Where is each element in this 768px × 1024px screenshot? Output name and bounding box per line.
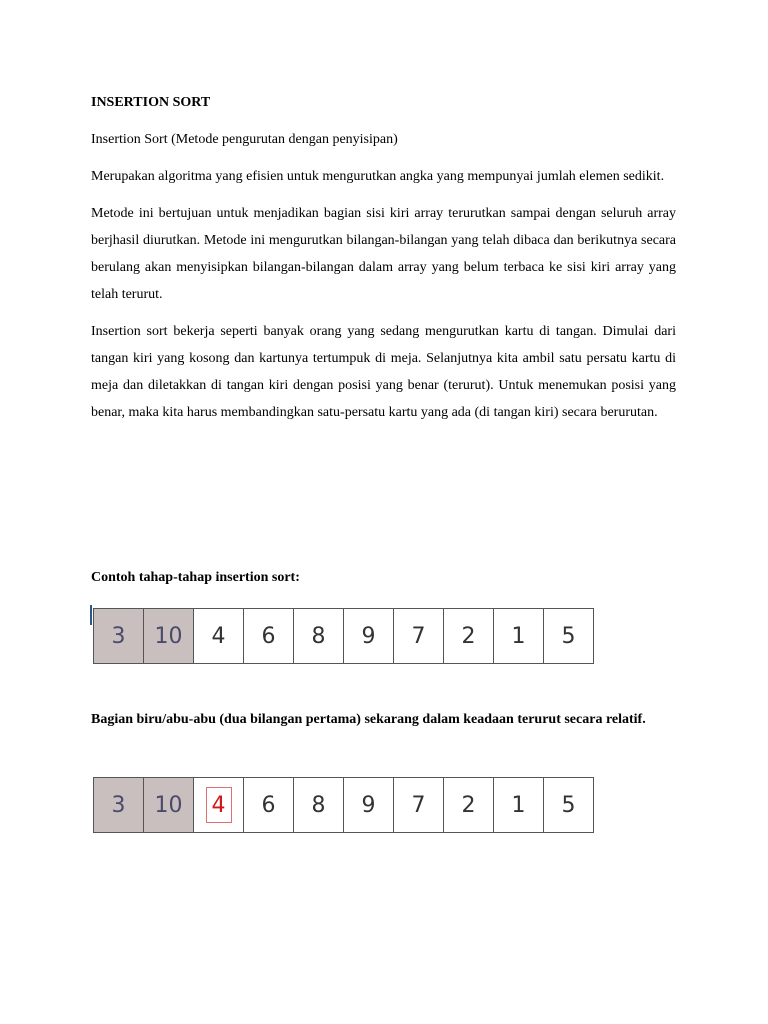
array-cell (244, 609, 294, 663)
array-cell-value: 4 (211, 623, 226, 649)
paragraph-1: Insertion Sort (Metode pengurutan dengan penyisipan) (91, 132, 398, 147)
array-diagram-2 (93, 777, 594, 833)
array-cell (344, 778, 394, 832)
array-cell (394, 778, 444, 832)
array-cell (344, 609, 394, 663)
array-cell-value: 10 (154, 623, 183, 649)
array-cell-value: 5 (561, 623, 576, 649)
example-label: Contoh tahap-tahap insertion sort: (91, 570, 300, 585)
array-cell (144, 778, 194, 832)
array-cell (444, 778, 494, 832)
document-title: INSERTION SORT (91, 95, 211, 110)
array-cell-value: 4 (206, 787, 232, 823)
array-cell (244, 778, 294, 832)
array-cell-value: 3 (111, 792, 126, 818)
array-cell (494, 778, 544, 832)
array-cell (194, 778, 244, 832)
array-cell-value: 9 (361, 792, 376, 818)
array-cell (294, 778, 344, 832)
array-cell (94, 609, 144, 663)
array-cell (494, 609, 544, 663)
paragraph-3: Metode ini bertujuan untuk menjadikan bagian sisi kiri array terurutkan sampai dengan seluruh array berjhasil diurutkan. Metode ini mengurutkan bilangan-bilangan yang telah dibaca dan berikutnya secara berulang akan menyisipkan bilangan-bilangan dalam array yang belum terbaca ke sisi kiri array yang telah terurut. (91, 206, 676, 302)
text-cursor (90, 605, 92, 625)
array-cell (394, 609, 444, 663)
array-cell-value: 2 (461, 623, 476, 649)
array-cell-value: 8 (311, 623, 326, 649)
array-cell-value: 6 (261, 792, 276, 818)
array-cell-value: 1 (511, 792, 526, 818)
array-cell-value: 8 (311, 792, 326, 818)
array-cell-value: 7 (411, 623, 426, 649)
paragraph-4: Insertion sort bekerja seperti banyak orang yang sedang mengurutkan kartu di tangan. Dimulai dari tangan kiri yang kosong dan kartunya tertumpuk di meja. Selanjutnya kita ambil satu persatu kartu di meja dan diletakkan di tangan kiri dengan posisi yang benar (terurut). Untuk menemukan posisi yang benar, maka kita harus membandingkan satu-persatu kartu yang ada (di tangan kiri) secara berurutan. (91, 324, 676, 420)
array-cell (144, 609, 194, 663)
array-cell-value: 9 (361, 623, 376, 649)
array-cell-value: 3 (111, 623, 126, 649)
array-cell (194, 609, 244, 663)
array-cell (294, 609, 344, 663)
document-body (91, 89, 676, 426)
array-cell-value: 2 (461, 792, 476, 818)
array-cell (444, 609, 494, 663)
array-cell (94, 778, 144, 832)
array-cell-value: 10 (154, 792, 183, 818)
array-diagram-1 (93, 608, 594, 664)
array-cell (544, 609, 594, 663)
paragraph-2: Merupakan algoritma yang efisien untuk mengurutkan angka yang mempunyai jumlah elemen sedikit. (91, 169, 665, 184)
array-cell-value: 6 (261, 623, 276, 649)
array-cell-value: 5 (561, 792, 576, 818)
sorted-note: Bagian biru/abu-abu (dua bilangan pertama) sekarang dalam keadaan terurut secara relatif. (91, 712, 646, 727)
array-cell (544, 778, 594, 832)
array-cell-value: 1 (511, 623, 526, 649)
array-cell-value: 7 (411, 792, 426, 818)
